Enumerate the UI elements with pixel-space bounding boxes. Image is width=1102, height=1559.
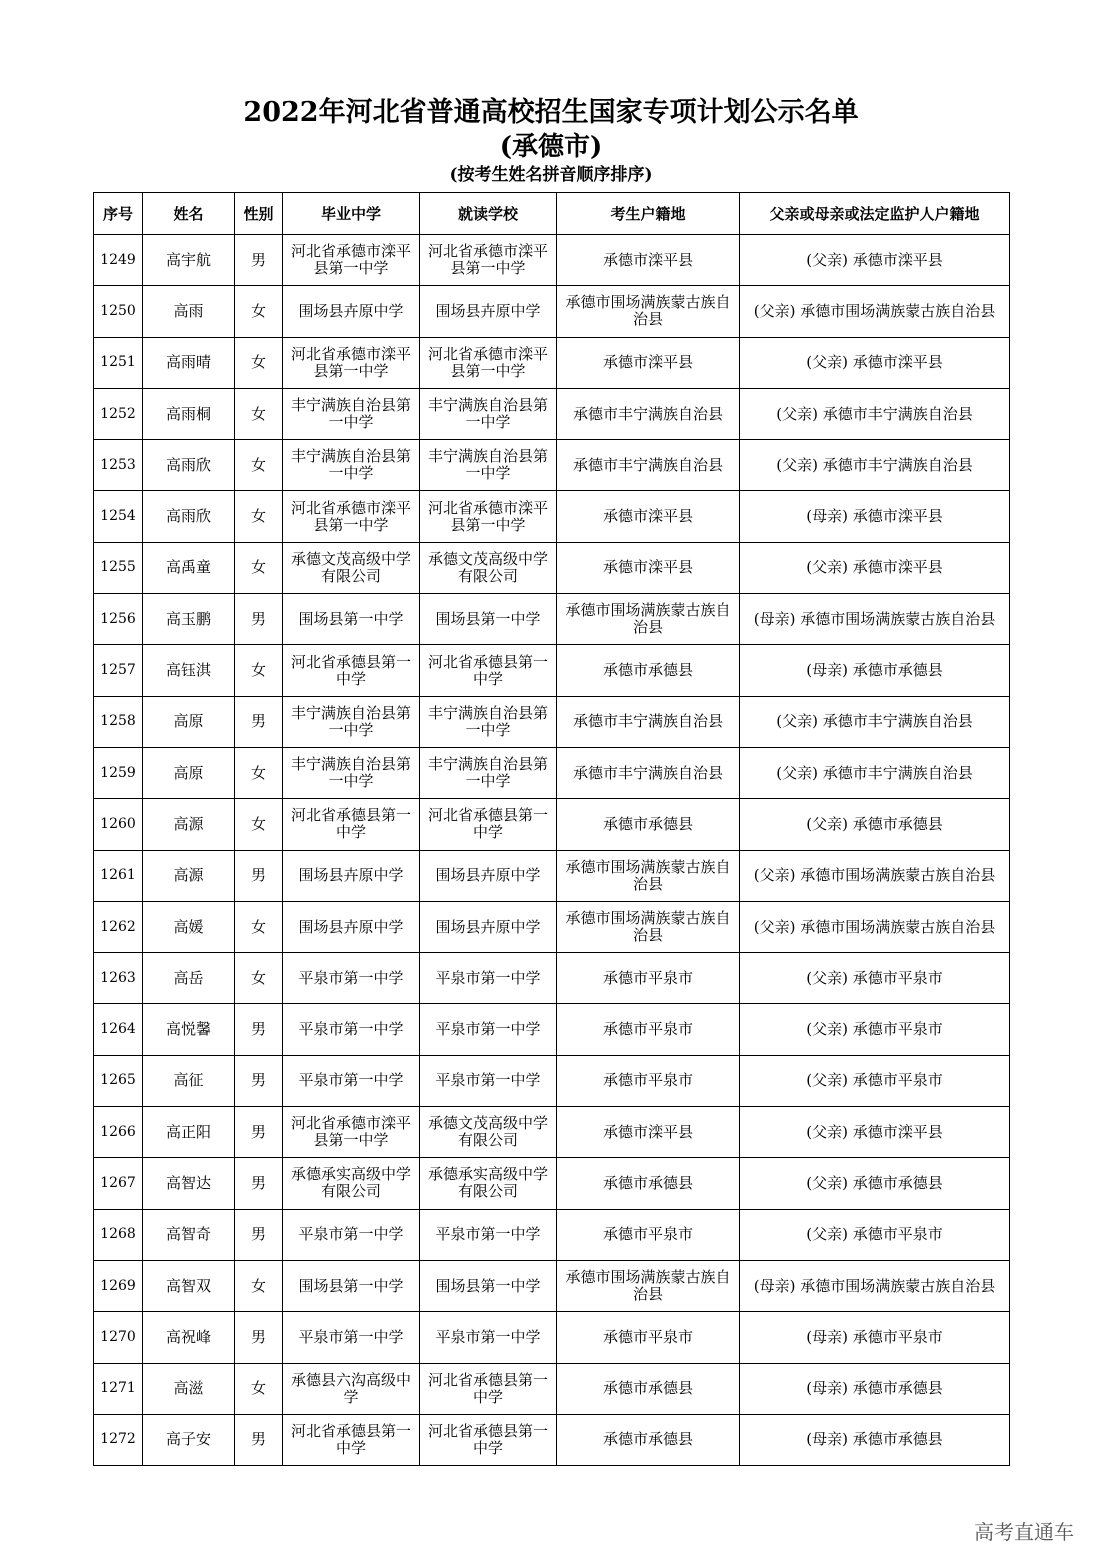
cell-gender: 女 [235,388,283,439]
cell-graduated-school: 平泉市第一中学 [283,1209,420,1260]
cell-gender: 男 [235,1414,283,1465]
cell-name: 高智双 [143,1260,235,1311]
cell-household-registration: 承德市滦平县 [557,491,740,542]
cell-graduated-school: 丰宁满族自治县第一中学 [283,388,420,439]
cell-household-registration: 承德市平泉市 [557,1055,740,1106]
cell-current-school: 丰宁满族自治县第一中学 [420,440,557,491]
cell-current-school: 平泉市第一中学 [420,1312,557,1363]
cell-number: 1249 [94,235,143,286]
cell-household-registration: 承德市围场满族蒙古族自治县 [557,594,740,645]
column-header-name: 姓名 [143,193,235,235]
column-header-number: 序号 [94,193,143,235]
table-row [94,1312,1010,1363]
cell-gender: 女 [235,337,283,388]
table-row [94,1209,1010,1260]
cell-graduated-school: 承德县六沟高级中学 [283,1363,420,1414]
cell-graduated-school: 围场县卉原中学 [283,901,420,952]
cell-graduated-school: 围场县第一中学 [283,1260,420,1311]
roster-table [93,192,1010,1466]
cell-graduated-school: 围场县卉原中学 [283,286,420,337]
cell-household-registration: 承德市滦平县 [557,235,740,286]
cell-name: 高宇航 [143,235,235,286]
table-row [94,337,1010,388]
cell-name: 高智达 [143,1158,235,1209]
cell-gender: 女 [235,953,283,1004]
cell-guardian-registration: (父亲) 承德市平泉市 [740,1004,1010,1055]
table-row [94,1055,1010,1106]
cell-household-registration: 承德市承德县 [557,799,740,850]
cell-household-registration: 承德市丰宁满族自治县 [557,440,740,491]
cell-guardian-registration: (父亲) 承德市平泉市 [740,1055,1010,1106]
cell-household-registration: 承德市平泉市 [557,1312,740,1363]
cell-household-registration: 承德市承德县 [557,1363,740,1414]
cell-current-school: 河北省承德县第一中学 [420,1363,557,1414]
cell-graduated-school: 丰宁满族自治县第一中学 [283,747,420,798]
table-row [94,901,1010,952]
cell-name: 高滋 [143,1363,235,1414]
cell-current-school: 承德文茂高级中学有限公司 [420,1107,557,1158]
cell-number: 1264 [94,1004,143,1055]
cell-name: 高钰淇 [143,645,235,696]
cell-number: 1263 [94,953,143,1004]
cell-guardian-registration: (母亲) 承德市围场满族蒙古族自治县 [740,594,1010,645]
column-header-guardian-registration: 父亲或母亲或法定监护人户籍地 [740,193,1010,235]
cell-number: 1250 [94,286,143,337]
table-row [94,696,1010,747]
cell-guardian-registration: (母亲) 承德市围场满族蒙古族自治县 [740,1260,1010,1311]
cell-number: 1252 [94,388,143,439]
cell-name: 高玉鹏 [143,594,235,645]
cell-guardian-registration: (父亲) 承德市承德县 [740,1158,1010,1209]
cell-graduated-school: 承德承实高级中学有限公司 [283,1158,420,1209]
column-header-household-registration: 考生户籍地 [557,193,740,235]
table-row [94,1158,1010,1209]
cell-name: 高禹童 [143,542,235,593]
cell-graduated-school: 河北省承德县第一中学 [283,645,420,696]
cell-graduated-school: 平泉市第一中学 [283,953,420,1004]
cell-current-school: 河北省承德市滦平县第一中学 [420,491,557,542]
cell-name: 高智奇 [143,1209,235,1260]
cell-gender: 女 [235,440,283,491]
table-row [94,1107,1010,1158]
cell-graduated-school: 河北省承德市滦平县第一中学 [283,337,420,388]
cell-household-registration: 承德市围场满族蒙古族自治县 [557,850,740,901]
cell-household-registration: 承德市围场满族蒙古族自治县 [557,1260,740,1311]
cell-gender: 男 [235,1055,283,1106]
cell-household-registration: 承德市平泉市 [557,953,740,1004]
cell-number: 1266 [94,1107,143,1158]
cell-gender: 男 [235,1107,283,1158]
cell-household-registration: 承德市丰宁满族自治县 [557,696,740,747]
cell-guardian-registration: (母亲) 承德市承德县 [740,1363,1010,1414]
cell-guardian-registration: (父亲) 承德市滦平县 [740,235,1010,286]
table-row [94,645,1010,696]
cell-name: 高源 [143,850,235,901]
cell-name: 高雨 [143,286,235,337]
cell-number: 1265 [94,1055,143,1106]
table-row [94,235,1010,286]
cell-graduated-school: 围场县第一中学 [283,594,420,645]
cell-current-school: 河北省承德县第一中学 [420,799,557,850]
cell-graduated-school: 平泉市第一中学 [283,1312,420,1363]
cell-household-registration: 承德市平泉市 [557,1209,740,1260]
cell-graduated-school: 围场县卉原中学 [283,850,420,901]
cell-gender: 男 [235,1312,283,1363]
cell-current-school: 围场县第一中学 [420,594,557,645]
cell-household-registration: 承德市平泉市 [557,1004,740,1055]
table-row [94,799,1010,850]
column-header-current-school: 就读学校 [420,193,557,235]
cell-household-registration: 承德市围场满族蒙古族自治县 [557,901,740,952]
cell-name: 高原 [143,747,235,798]
table-row [94,388,1010,439]
cell-guardian-registration: (父亲) 承德市滦平县 [740,1107,1010,1158]
cell-graduated-school: 平泉市第一中学 [283,1004,420,1055]
cell-number: 1260 [94,799,143,850]
table-header-row [94,193,1010,235]
cell-number: 1272 [94,1414,143,1465]
cell-guardian-registration: (母亲) 承德市滦平县 [740,491,1010,542]
cell-name: 高原 [143,696,235,747]
cell-gender: 男 [235,1004,283,1055]
cell-guardian-registration: (父亲) 承德市平泉市 [740,953,1010,1004]
cell-gender: 男 [235,696,283,747]
cell-graduated-school: 河北省承德县第一中学 [283,799,420,850]
cell-graduated-school: 承德文茂高级中学有限公司 [283,542,420,593]
document-sort-note: (按考生姓名拼音顺序排序) [449,165,653,185]
table-row [94,491,1010,542]
cell-gender: 女 [235,286,283,337]
cell-name: 高岳 [143,953,235,1004]
cell-name: 高正阳 [143,1107,235,1158]
cell-number: 1262 [94,901,143,952]
cell-household-registration: 承德市丰宁满族自治县 [557,388,740,439]
cell-number: 1257 [94,645,143,696]
table-row [94,1004,1010,1055]
column-header-graduated-school: 毕业中学 [283,193,420,235]
table-row [94,1414,1010,1465]
cell-name: 高源 [143,799,235,850]
cell-current-school: 平泉市第一中学 [420,1055,557,1106]
cell-name: 高媛 [143,901,235,952]
cell-guardian-registration: (父亲) 承德市平泉市 [740,1209,1010,1260]
cell-gender: 男 [235,1158,283,1209]
table-row [94,542,1010,593]
table-row [94,594,1010,645]
cell-household-registration: 承德市承德县 [557,645,740,696]
cell-household-registration: 承德市滦平县 [557,337,740,388]
cell-number: 1251 [94,337,143,388]
cell-number: 1261 [94,850,143,901]
cell-graduated-school: 河北省承德市滦平县第一中学 [283,235,420,286]
cell-guardian-registration: (父亲) 承德市围场满族蒙古族自治县 [740,901,1010,952]
cell-graduated-school: 丰宁满族自治县第一中学 [283,440,420,491]
cell-number: 1254 [94,491,143,542]
cell-household-registration: 承德市围场满族蒙古族自治县 [557,286,740,337]
cell-graduated-school: 丰宁满族自治县第一中学 [283,696,420,747]
cell-graduated-school: 河北省承德市滦平县第一中学 [283,491,420,542]
cell-number: 1267 [94,1158,143,1209]
cell-guardian-registration: (母亲) 承德市承德县 [740,1414,1010,1465]
cell-current-school: 平泉市第一中学 [420,1004,557,1055]
cell-guardian-registration: (母亲) 承德市平泉市 [740,1312,1010,1363]
cell-number: 1269 [94,1260,143,1311]
cell-graduated-school: 河北省承德县第一中学 [283,1414,420,1465]
cell-current-school: 河北省承德市滦平县第一中学 [420,235,557,286]
cell-number: 1255 [94,542,143,593]
cell-number: 1259 [94,747,143,798]
cell-current-school: 河北省承德县第一中学 [420,1414,557,1465]
cell-number: 1258 [94,696,143,747]
document-subtitle-city: (承德市) [499,132,603,162]
cell-gender: 女 [235,901,283,952]
cell-gender: 女 [235,1363,283,1414]
cell-current-school: 丰宁满族自治县第一中学 [420,388,557,439]
cell-name: 高雨欣 [143,440,235,491]
cell-guardian-registration: (父亲) 承德市围场满族蒙古族自治县 [740,286,1010,337]
table-row [94,286,1010,337]
cell-current-school: 河北省承德县第一中学 [420,645,557,696]
cell-name: 高悦馨 [143,1004,235,1055]
cell-guardian-registration: (母亲) 承德市承德县 [740,645,1010,696]
cell-name: 高征 [143,1055,235,1106]
table-row [94,1260,1010,1311]
table-row [94,747,1010,798]
cell-current-school: 平泉市第一中学 [420,1209,557,1260]
cell-guardian-registration: (父亲) 承德市承德县 [740,799,1010,850]
table-row [94,1363,1010,1414]
cell-gender: 女 [235,1260,283,1311]
cell-current-school: 承德承实高级中学有限公司 [420,1158,557,1209]
cell-name: 高雨欣 [143,491,235,542]
cell-guardian-registration: (父亲) 承德市围场满族蒙古族自治县 [740,850,1010,901]
cell-guardian-registration: (父亲) 承德市丰宁满族自治县 [740,388,1010,439]
column-header-gender: 性别 [235,193,283,235]
table-row [94,850,1010,901]
table-row [94,440,1010,491]
cell-guardian-registration: (父亲) 承德市丰宁满族自治县 [740,747,1010,798]
cell-household-registration: 承德市滦平县 [557,1107,740,1158]
cell-current-school: 丰宁满族自治县第一中学 [420,747,557,798]
cell-name: 高雨桐 [143,388,235,439]
cell-household-registration: 承德市承德县 [557,1414,740,1465]
cell-household-registration: 承德市滦平县 [557,542,740,593]
cell-household-registration: 承德市承德县 [557,1158,740,1209]
cell-current-school: 平泉市第一中学 [420,953,557,1004]
cell-number: 1270 [94,1312,143,1363]
cell-guardian-registration: (父亲) 承德市丰宁满族自治县 [740,440,1010,491]
cell-gender: 男 [235,235,283,286]
document-title: 2022年河北省普通高校招生国家专项计划公示名单 [243,97,859,128]
cell-household-registration: 承德市丰宁满族自治县 [557,747,740,798]
cell-number: 1268 [94,1209,143,1260]
cell-name: 高雨晴 [143,337,235,388]
cell-guardian-registration: (父亲) 承德市滦平县 [740,542,1010,593]
cell-number: 1256 [94,594,143,645]
cell-gender: 男 [235,850,283,901]
cell-graduated-school: 平泉市第一中学 [283,1055,420,1106]
cell-name: 高祝峰 [143,1312,235,1363]
cell-current-school: 围场县第一中学 [420,1260,557,1311]
table-row [94,953,1010,1004]
cell-current-school: 承德文茂高级中学有限公司 [420,542,557,593]
cell-graduated-school: 河北省承德市滦平县第一中学 [283,1107,420,1158]
cell-gender: 女 [235,542,283,593]
cell-current-school: 河北省承德市滦平县第一中学 [420,337,557,388]
cell-number: 1253 [94,440,143,491]
cell-gender: 女 [235,645,283,696]
watermark: 高考直通车 [974,1520,1074,1544]
cell-current-school: 围场县卉原中学 [420,901,557,952]
cell-gender: 男 [235,1209,283,1260]
cell-guardian-registration: (父亲) 承德市滦平县 [740,337,1010,388]
cell-gender: 女 [235,747,283,798]
cell-gender: 女 [235,799,283,850]
cell-current-school: 围场县卉原中学 [420,286,557,337]
cell-current-school: 围场县卉原中学 [420,850,557,901]
cell-gender: 男 [235,594,283,645]
cell-name: 高子安 [143,1414,235,1465]
cell-current-school: 丰宁满族自治县第一中学 [420,696,557,747]
cell-gender: 女 [235,491,283,542]
cell-guardian-registration: (父亲) 承德市丰宁满族自治县 [740,696,1010,747]
cell-number: 1271 [94,1363,143,1414]
